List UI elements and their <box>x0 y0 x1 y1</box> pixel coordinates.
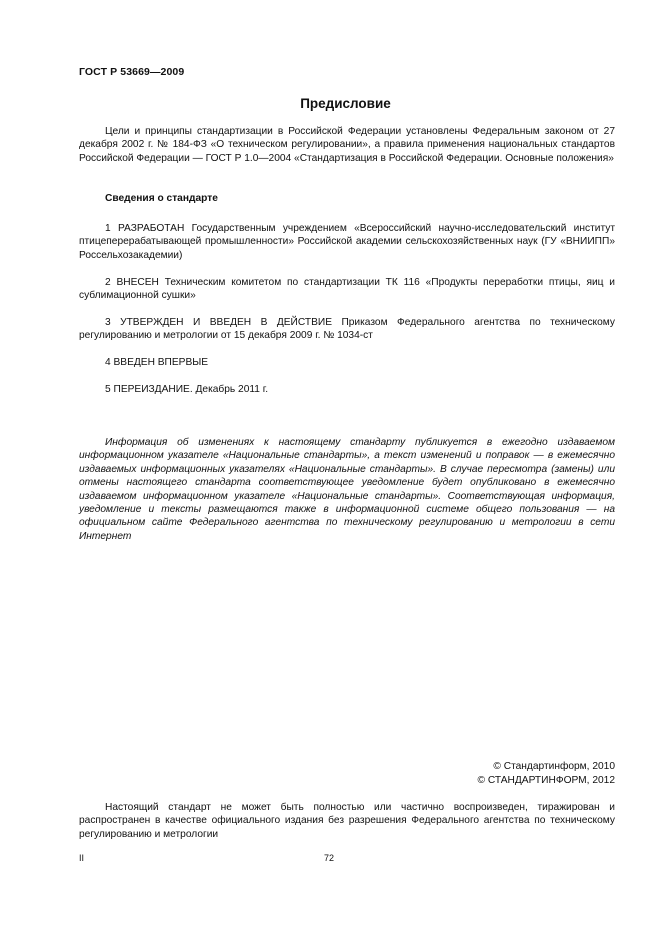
page-number: 72 <box>324 853 335 863</box>
info-item-3: 3 УТВЕРЖДЕН И ВВЕДЕН В ДЕЙСТВИЕ Приказом Федерального агентства по техническому регулированию и метрологии от 15 декабря 2009 г. № 1034-ст <box>79 317 615 342</box>
intro-paragraph: Цели и принципы стандартизации в Российской Федерации установлены Федеральным законом от 27 декабря 2002 г. № 184-ФЗ «О техническом регулировании», а правила применения национальных стандартов Российской Федерации — ГОСТ Р 1.0—2004 «Стандартизация в Российской Федерации. Основные положения» <box>79 126 615 164</box>
gost-id: ГОСТ Р 53669—2009 <box>79 66 185 78</box>
changes-notice: Информация об изменениях к настоящему стандарту публикуется в ежегодно издаваемом информационном указателе «Национальные стандарты», а текст изменений и поправок — в ежемесячно издаваемых информационных указателях «Национальные стандарты». В случае пересмотра (замены) или отмены настоящего стандарта соответствующее уведомление будет опубликовано в ежемесячно издаваемом информационном указателе «Национальные стандарты». Соответствующая информация, уведомление и тексты размещаются также в информационной системе общего пользования — на официальном сайте Федерального агентства по техническому регулированию и метрологии в сети Интернет <box>79 437 615 542</box>
page-title-text: Предисловие <box>300 96 391 111</box>
copyright-2010: © Стандартинформ, 2010 <box>493 761 615 772</box>
info-heading: Сведения о стандарте <box>105 193 218 204</box>
info-item-4: 4 ВВЕДЕН ВПЕРВЫЕ <box>105 357 209 368</box>
copyright-2012: © СТАНДАРТИНФОРМ, 2012 <box>477 775 615 786</box>
roman-page-number: II <box>79 853 85 863</box>
info-item-5: 5 ПЕРЕИЗДАНИЕ. Декабрь 2011 г. <box>105 384 269 395</box>
page-title <box>0 96 661 111</box>
reproduction-notice: Настоящий стандарт не может быть полностью или частично воспроизведен, тиражирован и распространен в качестве официального издания без разрешения Федерального агентства по техническому регулированию и метрологии <box>79 802 615 840</box>
info-item-1: 1 РАЗРАБОТАН Государственным учреждением «Всероссийский научно-исследовательский институт птицеперерабатывающей промышленности» Российской академии сельскохозяйственных наук (ГУ «ВНИИПП» Россельхозакадемии) <box>79 223 615 261</box>
info-item-2: 2 ВНЕСЕН Техническим комитетом по стандартизации ТК 116 «Продукты переработки птицы, яиц и сублимационной сушки» <box>79 277 615 302</box>
